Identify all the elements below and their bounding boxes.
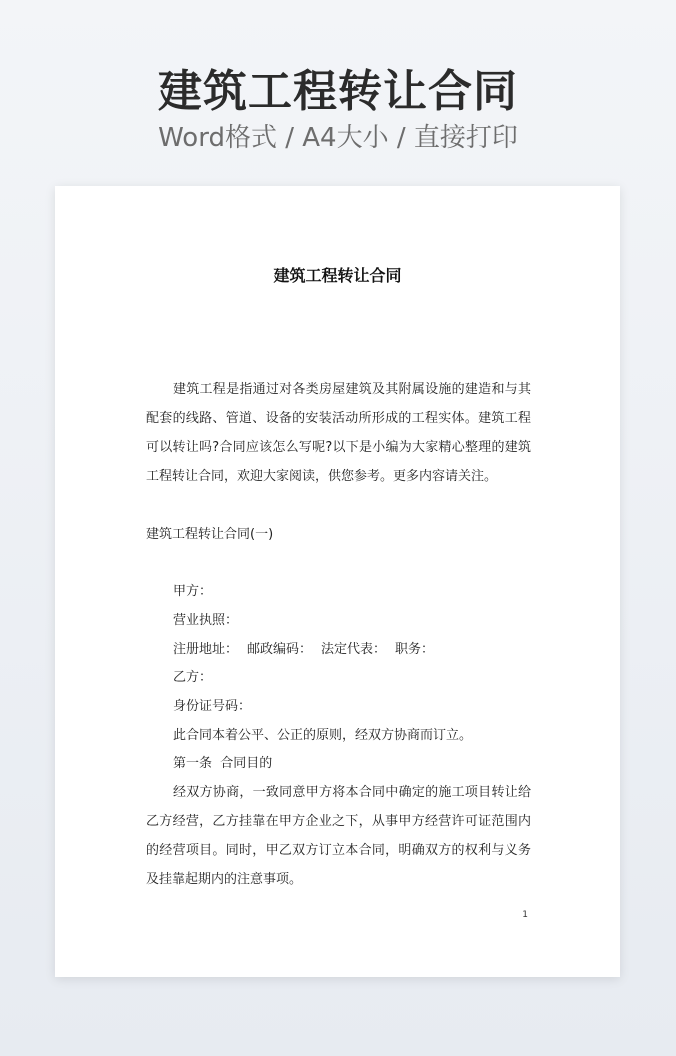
section-heading: 建筑工程转让合同(一) xyxy=(146,527,274,542)
legal-rep-label: 法定代表： xyxy=(321,642,387,657)
banner-title: 建筑工程转让合同 xyxy=(158,66,518,117)
postal-code-label: 邮政编码： xyxy=(247,642,313,657)
position-label: 职务： xyxy=(395,642,435,657)
article-1-body: 经双方协商，一致同意甲方将本合同中确定的施工项目转让给乙方经营，乙方挂靠在甲方企业之下，从事甲方经营许可证范围内的经营项目。同时，甲乙双方订立本合同，明确双方的权利与义务及挂靠起期内的注意事项。 xyxy=(146,785,531,887)
registered-address-label: 注册地址： xyxy=(173,642,239,657)
business-license-label: 营业执照： xyxy=(173,613,239,628)
party-b-label: 乙方： xyxy=(173,670,213,685)
banner-subtitle: Word格式 / A4大小 / 直接打印 xyxy=(158,123,518,153)
page-number: 1 xyxy=(522,910,528,920)
document-page xyxy=(55,186,620,977)
document-title: 建筑工程转让合同 xyxy=(273,266,402,285)
intro-paragraph: 建筑工程是指通过对各类房屋建筑及其附属设施的建造和与其配套的线路、管道、设备的安装活动所形成的工程实体。建筑工程可以转让吗?合同应该怎么写呢?以下是小编为大家精心整理的建筑工程转让合同，欢迎大家阅读，供您参考。更多内容请关注。 xyxy=(146,382,531,484)
article-1-heading: 第一条 合同目的 xyxy=(173,756,273,771)
principle-statement: 此合同本着公平、公正的原则，经双方协商而订立。 xyxy=(173,728,473,743)
address-row xyxy=(173,635,434,664)
id-number-label: 身份证号码： xyxy=(173,699,252,714)
party-a-label: 甲方： xyxy=(173,584,213,599)
